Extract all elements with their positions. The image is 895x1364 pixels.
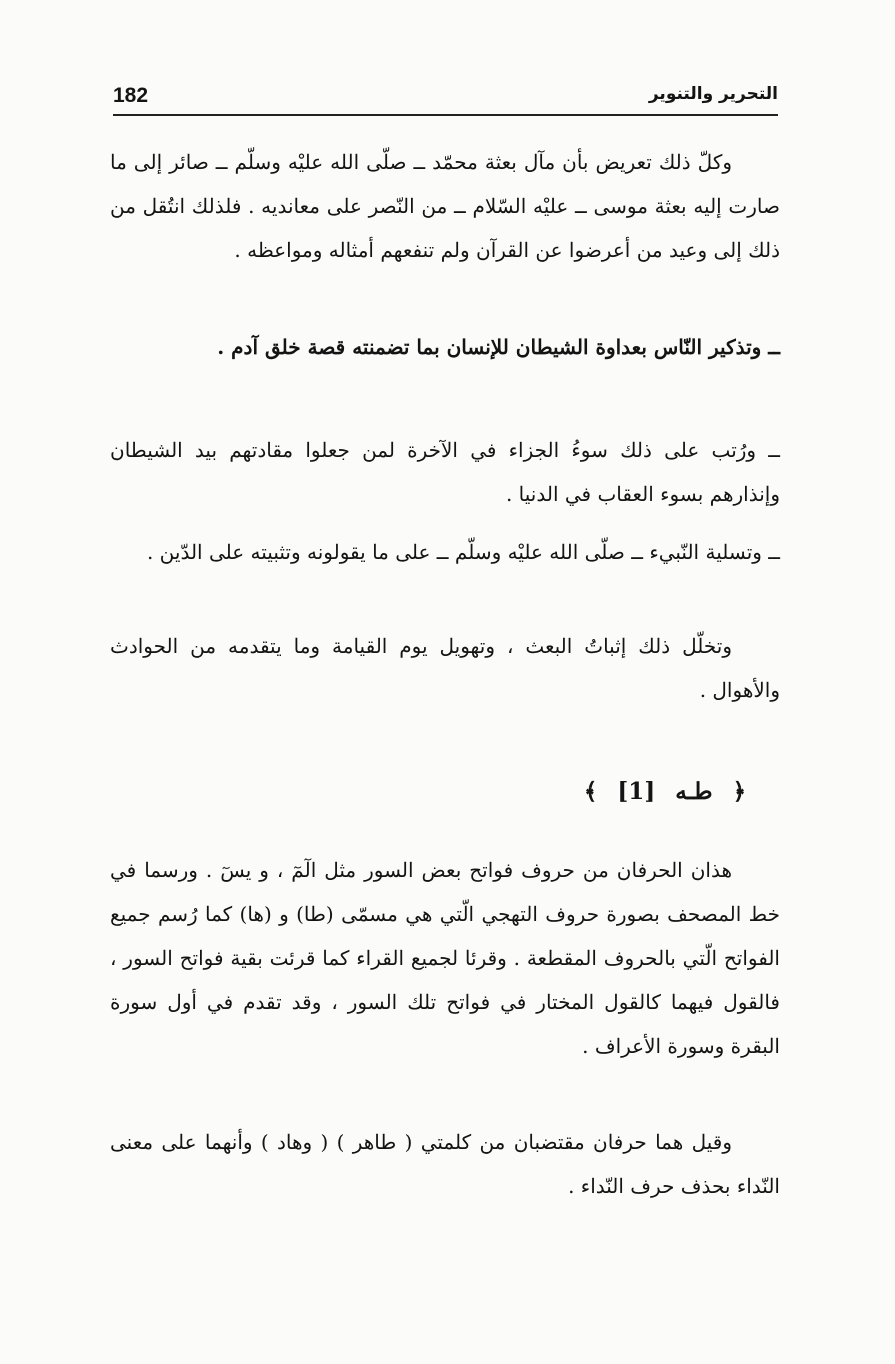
verse-close-bracket: ﴾	[583, 778, 598, 805]
page-number: 182	[113, 84, 149, 107]
commentary-paragraph-letters: هذان الحرفان من حروف فواتح بعض السور مثل الٓمٓ ، و يسٓ . ورسما في خط المصحف بصورة حروف التهجي الّتي هي مسمّى (طا) و (ها) كما رُسم جميع الفواتح الّتي بالحروف المقطعة . وقرئا لجميع القراء كما قرئت بقية فواتح السور ، فالقول فيهما كالقول المختار في فواتح تلك السور ، وقد تقدم في أول سورة البقرة وسورة الأعراف .	[110, 858, 780, 1058]
commentary-paragraph-vocative: وقيل هما حرفان مقتضبان من كلمتي ( طاهر ) ( وهاد ) وأنهما على معنى النّداء بحذف حرف النّداء .	[110, 1130, 780, 1198]
verse-text: طـه	[675, 778, 713, 805]
verse-heading	[565, 770, 765, 814]
paragraph-satan-enmity: ــ وتذكير النّاس بعداوة الشيطان للإنسان بما تضمنته قصة خلق آدم .	[217, 335, 780, 359]
paragraph-resurrection: وتخلّل ذلك إثباتُ البعث ، وتهويل يوم القيامة وما يتقدمه من الحوادث والأهوال .	[110, 634, 780, 702]
paragraph-intro: وكلّ ذلك تعريض بأن مآل بعثة محمّد ــ صلّى الله عليْه وسلّم ــ صائر إلى ما صارت إليه بعثة موسى ــ عليْه السّلام ــ من النّصر على معانديه . فلذلك انتُقل من ذلك إلى وعيد من أعرضوا عن القرآن ولم تنفعهم أمثاله ومواعظه .	[110, 150, 780, 262]
verse-number: [1]	[617, 778, 656, 805]
verse-open-bracket: ﴿	[732, 778, 747, 805]
paragraph-consolation: ــ وتسلية النّبيء ــ صلّى الله عليْه وسلّم ــ على ما يقولونه وتثبيته على الدّين .	[146, 540, 780, 564]
book-title: التحرير والتنوير	[648, 84, 778, 104]
running-head	[113, 80, 778, 116]
paragraph-punishment: ــ ورُتب على ذلك سوءُ الجزاء في الآخرة لمن جعلوا مقادتهم بيد الشيطان وإنذارهم بسوء العقاب في الدنيا .	[110, 438, 780, 506]
